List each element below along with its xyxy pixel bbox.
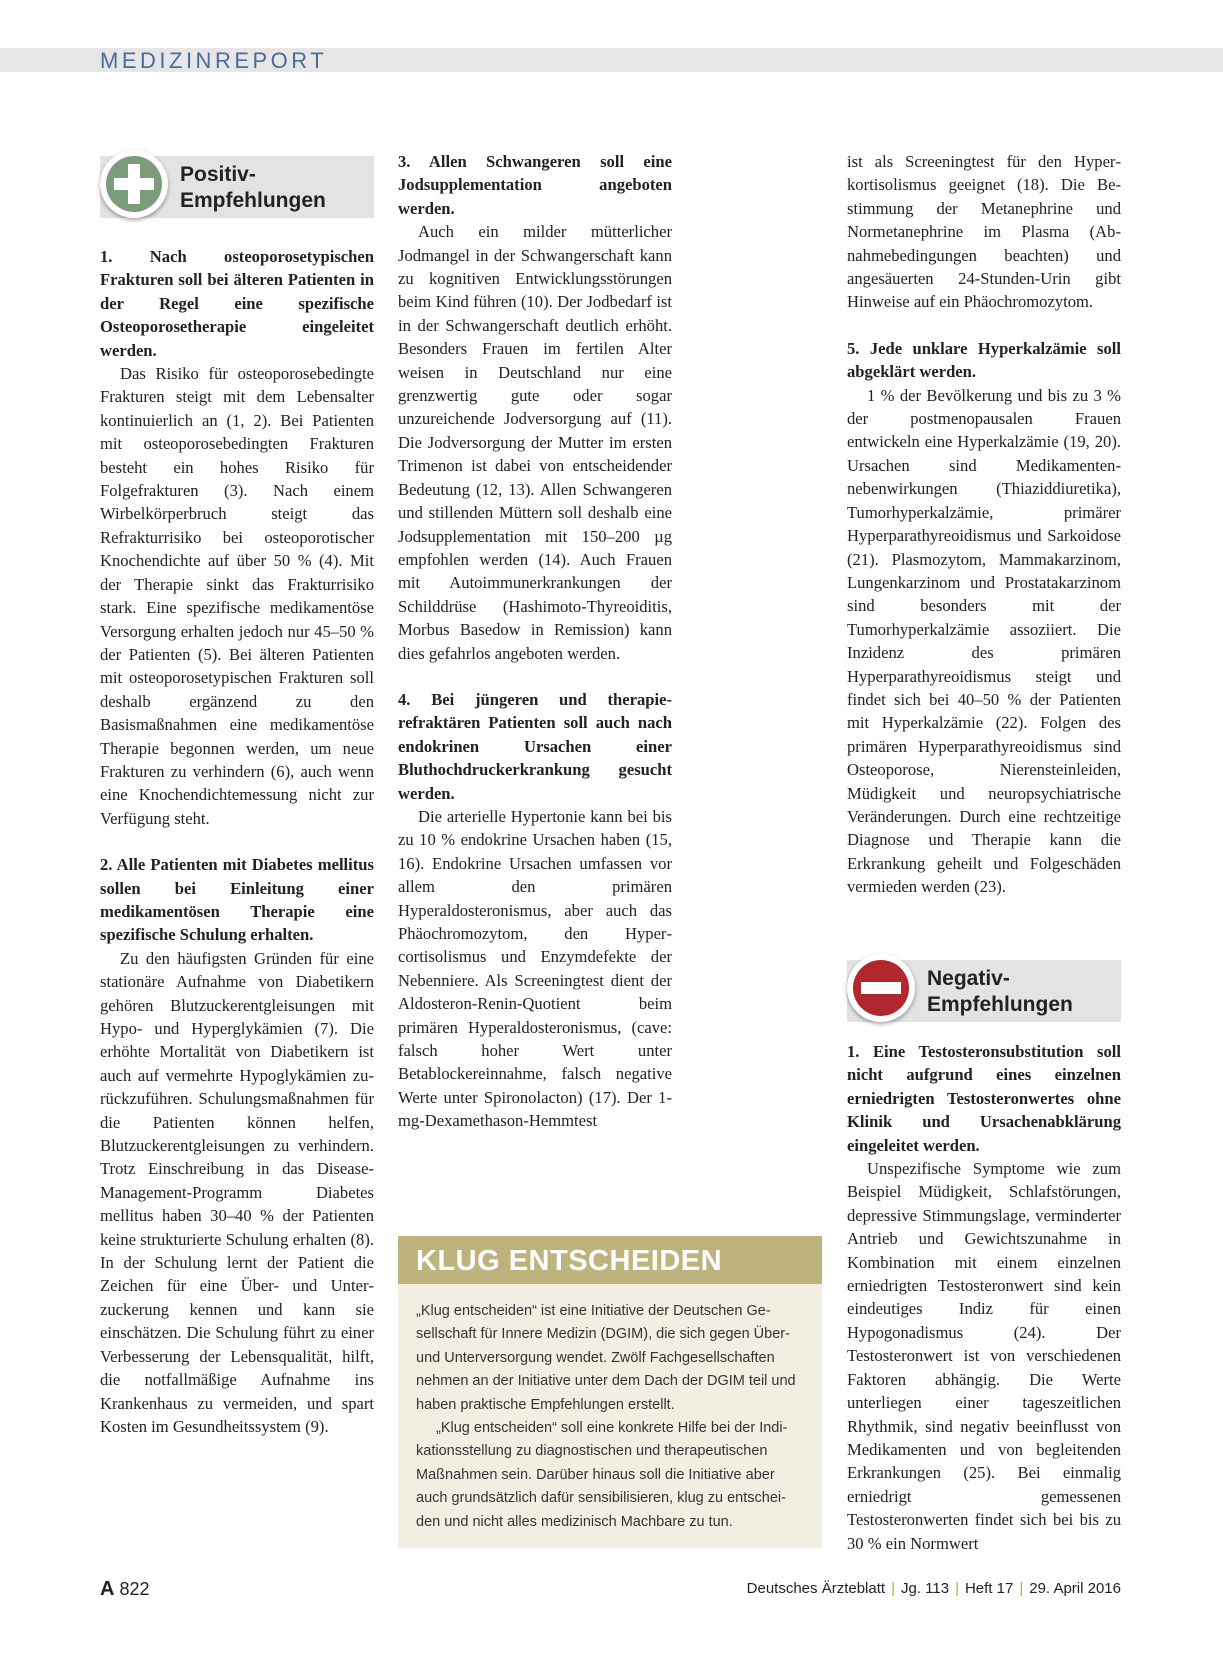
page-number [100,1578,150,1601]
separator: | [955,1580,959,1597]
separator: | [891,1580,895,1597]
recommendation-1-body: Das Risiko für osteoporosebedingte Frakturen steigt mit dem Lebensalter kontinuierlich an (1, 2). Bei Patienten mit osteoporosebedingten Frakturen besteht ein hohes Risiko für Folgefrakturen (3). Nach einem Wirbelkörperbruch steigt das Refrakturrisiko bei osteoporotischer Knochendichte auf über 50 % (4). Mit der Therapie sinkt das Frakturrisiko stark. Eine spezifische medikamentöse Versorgung erhalten jedoch nur 45–50 % der Patienten (5). Bei älteren Patienten mit osteoporosetypischen Frakturen soll deshalb ergänzend zu den Basismaßnahmen eine medikamentöse Therapie begonnen werden, um neue Frakturen zu verhindern (6), auch wenn eine Knochendichtemessung nicht zur Verfügung steht. [100,364,374,828]
minus-icon [847,954,915,1022]
column-2 [398,150,672,1133]
recommendation-5-body: 1 % der Bevölkerung und bis zu 3 % der postmenopausalen Frauen entwickeln eine Hyperkalzämie (19, 20). Ursachen sind Medikamentennebenwirkungen (Thiaziddiuretika), Tumorhyperkalzämie, primärer Hyperparathyreoidismus und Sarkoidose (21). Plasmozytom, Mammakarzinom, Lungenkarzinom und Prostatakarzinom sind besonders mit der Tumorhyperkalzämie assoziiert. Die Inzidenz des primären Hyperparathyreoidismus steigt und findet sich bei 40–50 % der Patienten mit Hyperkalzämie (22). Folgen des primären Hyperparathyreoidismus sind Osteoporose, Nierensteinleiden, Müdigkeit und neuropsychiatrische Veränderungen. Durch eine rechtzeitige Diagnose und Therapie kann die Erkrankung geheilt und Folgeschäden vermieden werden (23). [847,385,1121,897]
klug-paragraph-1: „Klug entscheiden“ ist eine Initiative der Deutschen Gesellschaft für Innere Medizin (DGIM), die sich gegen Über- und Unterversorgung wendet. Zwölf Fachgesellschaften nehmen an der Initiative unter dem Dach der DGIM teil und haben praktische Empfehlungen erstellt. [416,1303,796,1413]
separator: | [1019,1580,1024,1597]
negative-label-line1: Negativ- [927,967,1010,990]
klug-entscheiden-title: KLUG ENTSCHEIDEN [398,1236,822,1284]
recommendation-3-heading: 3. Allen Schwangeren soll eine Jodsupplementation angeboten werden. [398,152,672,218]
klug-entscheiden-box [398,1284,822,1548]
recommendation-4-continued: ist als Screeningtest für den Hyperkortisolismus geeignet (18). Die Bestimmung der Metanephrine und Normetanephrine im Plasma (Abnahmebedingungen beachten) und angesäuerten 24-Stunden-Urin gibt Hinweise auf ein Phäochromozytom. [847,152,1121,312]
plus-icon [100,150,168,218]
negative-recommendations-box [847,960,1121,1022]
negative-recommendations-label [927,966,1073,1018]
positive-label-line1: Positiv- [180,163,256,186]
page-letter: A [100,1578,115,1600]
negative-recommendation-1-heading: 1. Eine Testosteronsubstitution soll nicht aufgrund eines einzelnen erniedrigten Testosteronwertes ohne Klinik und Ursachenabklärung eingeleitet werden. [847,1042,1121,1155]
journal-date: 29. April 2016 [1029,1580,1121,1597]
section-header: MEDIZINREPORT [100,48,328,73]
positive-label-line2: Empfehlungen [180,189,326,212]
recommendation-2-body: Zu den häufigsten Gründen für eine stationäre Aufnahme von Diabetikern gehören Blutzuckerentgleisungen mit Hypo- und Hyperglykämien (7). Die erhöhte Mortalität von Diabetikern ist auch auf vermehrte Hypoglykämien zurückzuführen. Schulungsmaßnahmen für die Patienten können helfen, Blutzuckerentgleisungen zu verhindern. Trotz Einschreibung in das Disease-Management-Programm Diabetes mellitus haben 30–40 % der Patienten keine strukturierte Schulung erhalten (8). In der Schulung lernt der Patient die Zeichen für eine Über- und Unterzuckerung kennen und kann sie einschätzen. Die Schulung führt zu einer Verbesserung der Lebensqualität, hilft, die notfallmäßige Aufnahme ins Krankenhaus zu vermeiden, und spart Kosten im Gesundheitssystem (9). [100,948,374,1436]
page-number-value: 822 [119,1579,150,1599]
column-3 [847,150,1121,899]
negative-label-line2: Empfehlungen [927,993,1073,1016]
recommendation-4-body: Die arterielle Hypertonie kann bei bis zu 10 % endokrine Ursachen haben (15, 16). Endokrine Ursachen umfassen vor allem den primären Hyperaldosteronismus, aber auch das Phäochromozytom, den Hypercortisolismus und Enzymdefekte der Nebenniere. Als Screeningtest dient der Aldosteron-Renin-Quotient beim primären Hyperaldosteronismus, (cave: falsch hoher Wert unter Betablockereinnahme, falsch negative Werte unter Spironolacton) (17). Der 1-mg-Dexamethason-Hemmtest [398,806,672,1131]
klug-paragraph-2: „Klug entscheiden“ soll eine konkrete Hilfe bei der Indikationsstellung zu diagnostischen und therapeutischen Maßnahmen sein. Darüber hinaus soll die Initiative aber auch grundsätzlich dafür sensibilisieren, klug zu entscheiden und nicht alles medizinisch Machbare zu tun. [416,1420,788,1530]
journal-name: Deutsches Ärzteblatt [746,1580,886,1597]
positive-recommendations-label [180,162,326,214]
recommendation-4-heading: 4. Bei jüngeren und therapierefraktären Patienten soll auch nach endokrinen Ursachen einer Bluthochdruckerkrankung gesucht werden. [398,689,672,803]
recommendation-1-heading: 1. Nach osteoporosetypischen Frakturen soll bei älteren Patienten in der Regel eine spezifische Osteoporosetherapie eingeleitet werden. [100,247,374,360]
recommendation-2-heading: 2. Alle Patienten mit Diabetes mellitus sollen bei Einleitung einer medikamentösen Therapie eine spezifische Schulung erhalten. [100,855,374,945]
journal-volume: Jg. 113 [900,1580,950,1597]
negative-recommendation-1-body: Unspezifische Symptome wie zum Beispiel Müdigkeit, Schlafstörungen, depressive Stimmungslage, verminderter Antrieb und Gewichtszunahme in Kombination mit einem einzelnen erniedrigten Testosteronwert sind kein eindeutiges Indiz für einen Hypogonadismus (24). Der Testosteronwert ist von verschiedenen Faktoren abhängig. Die Werte unterliegen einer tageszeitlichen Rhythmik, sind negativ beeinflusst von Medikamenten und von begleitenden Erkrankungen (25). Bei einmalig erniedrigt gemessenen Testosteronwerten findet sich bei bis zu 30 % ein Normwert [847,1159,1121,1553]
recommendation-5-heading: 5. Jede unklare Hyperkalzämie soll abgeklärt werden. [847,338,1121,382]
column-1 [100,245,374,1438]
journal-info [747,1580,1121,1597]
positive-recommendations-box [100,156,374,218]
column-3-negative [847,1040,1121,1555]
recommendation-3-body: Auch ein milder mütterlicher Jodmangel in der Schwangerschaft kann zu kognitiven Entwicklungsstörungen beim Kind führen (10). Der Jodbedarf ist in der Schwangerschaft deutlich erhöht. Besonders Frauen im fertilen Alter weisen in Deutschland nur eine grenzwertig gute oder sogar unzureichende Jodversorgung auf (11). Die Jodversorgung der Mutter im ersten Trimenon ist dabei von entscheidender Bedeutung (12, 13). Allen Schwangeren und stillenden Müttern soll deshalb eine Jodsupplementation mit 150–200 µg empfohlen werden (14). Auch Frauen mit Autoimmunerkrankungen der Schilddrüse (Hashimoto-Thyreoiditis, Morbus Basedow in Remission) kann dies gefahrlos angeboten werden. [398,222,672,663]
journal-issue: Heft 17 [964,1580,1014,1597]
